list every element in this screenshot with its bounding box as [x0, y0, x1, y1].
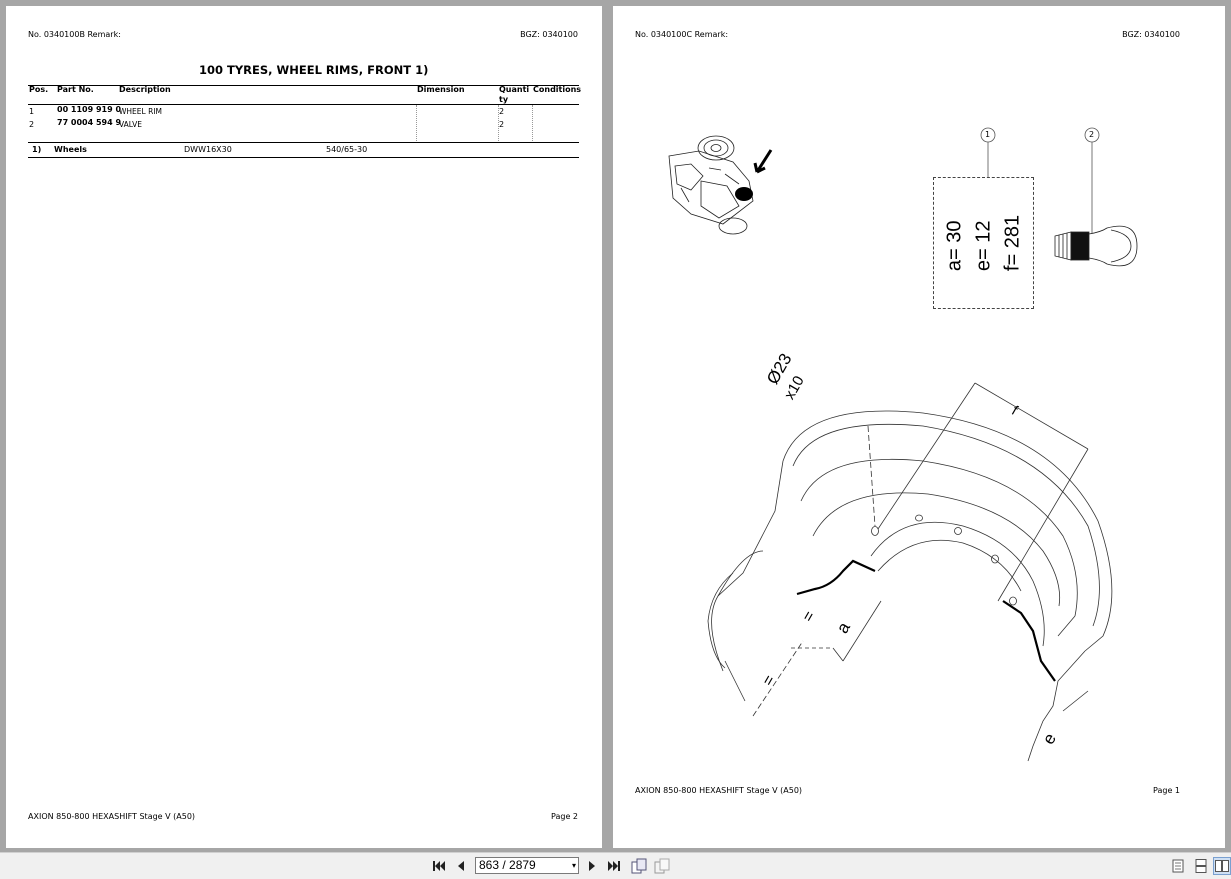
row-qty: 2: [499, 107, 505, 116]
header-bgz: BGZ: 0340100: [520, 30, 578, 39]
valve-drawing: [1049, 218, 1141, 274]
header-number: No. 0340100B Remark:: [28, 30, 121, 39]
col-dim: Dimension: [417, 85, 465, 94]
col-qty-2: ty: [499, 95, 509, 104]
paste-button[interactable]: [653, 857, 671, 875]
col-qty: Quanti: [499, 85, 530, 94]
copy-button[interactable]: [630, 857, 648, 875]
callout-1: 1: [985, 130, 991, 139]
selected-wheel-marker: [735, 187, 753, 201]
footer-model: AXION 850-800 HEXASHIFT Stage V (A50): [28, 812, 196, 821]
tractor-location-icon: [661, 126, 781, 236]
dim-e: e= 12: [972, 220, 994, 272]
hole-diameter-label: Ø23: [763, 350, 796, 388]
footnote-label: Wheels: [54, 145, 87, 154]
single-page-view-button[interactable]: [1169, 857, 1187, 875]
col-part: Part No.: [57, 85, 94, 94]
dim-f: f= 281: [1001, 214, 1023, 272]
header-number: No. 0340100C Remark:: [635, 30, 729, 39]
prev-page-icon: [456, 860, 466, 872]
footer-page: Page 2: [551, 812, 578, 821]
left-document-page: [6, 6, 602, 848]
pdf-toolbar: [0, 852, 1231, 879]
dim-a: a= 30: [943, 220, 965, 272]
col-cond: Conditions: [533, 85, 582, 94]
callout-2: 2: [1089, 130, 1095, 139]
dim-equal-1: =: [799, 608, 819, 626]
footnote-value-2: 540/65-30: [326, 145, 368, 154]
footnote-mark: 1): [32, 145, 42, 154]
row-desc: WHEEL RIM: [119, 107, 162, 116]
row-qty: 2: [499, 120, 505, 129]
continuous-view-icon: [1195, 859, 1207, 873]
two-page-view-icon: [1215, 860, 1229, 872]
col-pos: Pos.: [29, 85, 49, 94]
hole-count-label: x10: [781, 373, 808, 403]
two-page-view-button[interactable]: [1213, 857, 1231, 875]
dim-letter-e: e: [1038, 729, 1060, 748]
next-page-button[interactable]: [583, 857, 601, 875]
footer-model: AXION 850-800 HEXASHIFT Stage V (A50): [635, 786, 803, 795]
dimension-box: [933, 177, 1034, 309]
col-desc: Description: [119, 85, 171, 94]
prev-page-button[interactable]: [452, 857, 470, 875]
paste-icon: [654, 858, 670, 874]
page-dropdown-icon[interactable]: ▾: [571, 861, 576, 870]
dim-letter-a: a: [832, 618, 854, 637]
single-page-view-icon: [1172, 859, 1184, 873]
first-page-button[interactable]: [430, 857, 448, 875]
first-page-icon: [432, 860, 446, 872]
page-indicator: 863 / 2879: [479, 858, 536, 872]
page-title: 100 TYRES, WHEEL RIMS, FRONT 1): [199, 63, 429, 77]
row-desc: VALVE: [119, 120, 143, 129]
footer-page: Page 1: [1153, 786, 1180, 795]
row-part-no: 77 0004 594 9: [57, 118, 122, 127]
row-pos: 1: [29, 107, 35, 116]
dim-equal-2: =: [759, 672, 779, 690]
row-part-no: 00 1109 919 0: [57, 105, 122, 114]
wheel-rim-drawing: [703, 361, 1123, 771]
last-page-button[interactable]: [605, 857, 623, 875]
last-page-icon: [607, 860, 621, 872]
footnote-value-1: DWW16X30: [184, 145, 232, 154]
dim-letter-f: f: [1009, 402, 1021, 418]
copy-icon: [631, 858, 647, 874]
page-number-input[interactable]: [475, 857, 579, 874]
continuous-view-button[interactable]: [1192, 857, 1210, 875]
header-bgz: BGZ: 0340100: [1122, 30, 1180, 39]
row-pos: 2: [29, 120, 35, 129]
next-page-icon: [587, 860, 597, 872]
right-document-page: [613, 6, 1225, 848]
